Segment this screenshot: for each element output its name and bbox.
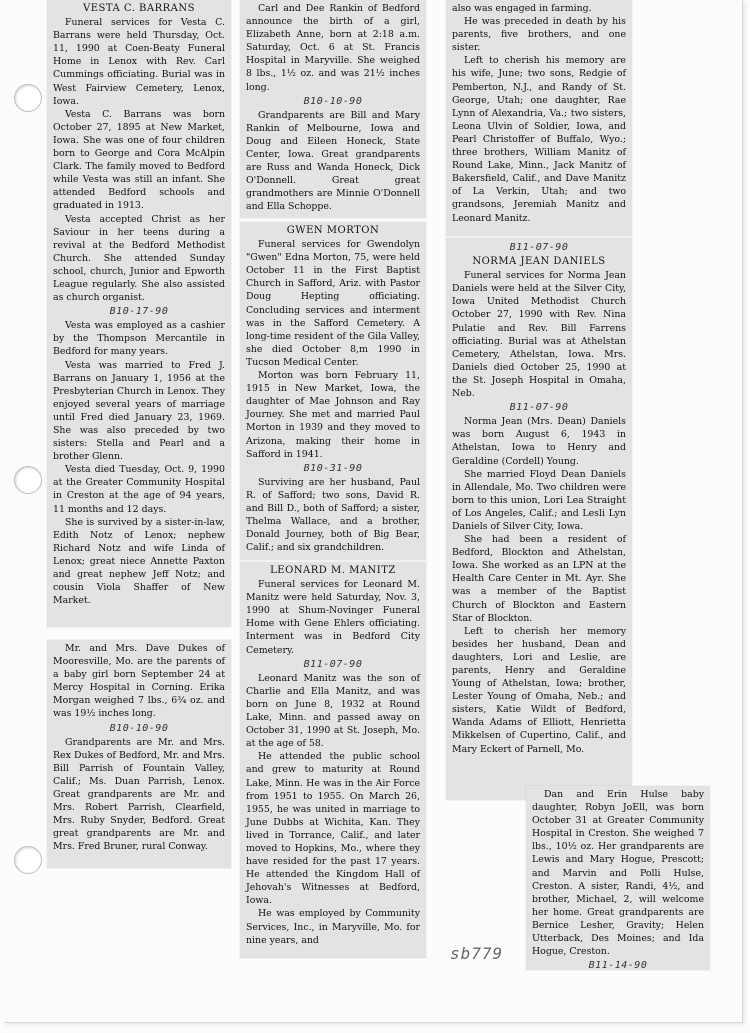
heading-daniels: NORMA JEAN DANIELS: [472, 256, 606, 268]
handwritten-date: B10-17-90: [109, 306, 169, 318]
paragraph: Funeral services for Gwendolyn "Gwen" Edna Morton, 75, were held October 11 in the First Baptist Church in Safford, Ariz. with Pastor Doug Hepting officiating. Concluding services and interment was in the Safford Cemetery. A long-time resident of the Gila Valley, she died October 8,m 1990 in Tucson Medical Center.: [246, 239, 420, 368]
paragraph: Grandparents are Mr. and Mrs. Rex Dukes of Bedford, Mr. and Mrs. Bill Parrish of Fountain Valley, Calif.; Ms. Duan Parrish, Lenox. Great grandparents are Mr. and Mrs. Robert Parrish, Clearfield, Mrs. Ruby Snyder, Bedford. Great great grandparents are Mr. and Mrs. Fred Bruner, rural Conway.: [53, 736, 225, 853]
handwritten-date: B10-10-90: [303, 95, 363, 107]
paragraph: Funeral services for Leonard M. Manitz were held Saturday, Nov. 3, 1990 at Shum-Novinger Funeral Home with Gene Ehlers officiating. Interment was in Bedford City Cemetery.: [246, 579, 420, 656]
obituary-barrans: [47, 0, 231, 627]
paragraph: Dan and Erin Hulse baby daughter, Robyn JoEll, was born October 31 at Greater Community Hospital in Creston. She weighed 7 lbs., 10½ oz. Her grandparents are Lewis and Mary Hogue, Prescott; and Marvin and Polli Hulse, Creston. A sister, Randi, 4½, and brother, Michael, 2, will welcome her home. Great grandparents are Bernice Lesher, Gravity; Helen Utterback, Des Moines; and Ida Hogue, Creston.: [532, 789, 704, 958]
obituary-morton: [240, 222, 426, 560]
obituary-manitz-continued: [446, 0, 632, 236]
paragraph: She is survived by a sister-in-law, Edith Notz of Lenox; nephew Richard Notz and wife Linda of Lenox; great niece Annette Paxton and great nephew Jeff Notz; and cousin Viola Shaffer of New Market.: [53, 516, 225, 607]
paragraph: Grandparents are Bill and Mary Rankin of Melbourne, Iowa and Doug and Eileen Honeck, State Center, Iowa. Great grandparents are Russ and Wanda Honeck, Dick O'Donnell. Great great grandmothers are Minnie O'Donnell and Ella Schoppe.: [246, 109, 420, 213]
page-notation: sb779: [450, 944, 504, 963]
paragraph: Vesta died Tuesday, Oct. 9, 1990 at the Greater Community Hospital in Creston at the age of 94 years, 11 months and 12 days.: [53, 464, 225, 515]
paragraph: Vesta was married to Fred J. Barrans on January 1, 1956 at the Presbyterian Church in Lenox. They enjoyed several years of marriage until Fred died January 23, 1969. She was also preceded by two sisters: Stella and Pearl and a brother Glenn.: [53, 359, 225, 463]
heading-barrans: VESTA C. BARRANS: [83, 3, 195, 14]
punch-hole-top: [14, 84, 42, 112]
birth-announcement-dukes: [47, 640, 231, 868]
paragraph: Vesta accepted Christ as her Saviour in her teens during a revival at the Bedford Methodist Church. She attended Sunday school, church, Junior and Epworth League regularly. She also assisted as church organist.: [53, 213, 225, 304]
paragraph: He was employed by Community Services, Inc., in Maryville, Mo. for nine years, and: [246, 908, 420, 946]
paragraph: He was preceded in death by his parents, five brothers, and one sister.: [452, 16, 626, 54]
paragraph: Vesta C. Barrans was born October 27, 1895 at New Market, Iowa. She was one of four children born to George and Cora McAlpin Clark. The family moved to Bedford while Vesta was still an infant. She attended Bedford schools and graduated in 1913.: [53, 108, 225, 212]
heading-morton: GWEN MORTON: [286, 225, 380, 236]
paragraph: Vesta was employed as a cashier by the Thompson Mercantile in Bedford for many years.: [53, 320, 225, 358]
paragraph: She had been a resident of Bedford, Blockton and Athelstan, Iowa. She worked as an LPN at the Health Care Center in Mt. Ayr. She was a member of the Baptist Church of Blockton and Eastern Star of Blockton.: [452, 534, 626, 624]
paragraph: Funeral services for Norma Jean Daniels were held at the Silver City, Iowa United Methodist Church October 27, 1990 with Rev. Nina Pulatie and Rev. Bill Farrens officiating. Burial was at Athelstan Cemetery, Athelstan, Iowa. Mrs. Daniels died October 25, 1990 at the St. Joseph Hospital in Omaha, Neb.: [452, 270, 626, 400]
paragraph: also was engaged in farming.: [452, 3, 592, 14]
handwritten-date: B10-10-90: [109, 722, 169, 734]
paragraph: Leonard Manitz was the son of Charlie and Ella Manitz, and was born on June 8, 1932 at Round Lake, Minn. and passed away on October 31, 1990 at St. Joseph, Mo. at the age of 58.: [246, 672, 420, 750]
handwritten-date: B11-07-90: [509, 402, 569, 414]
punch-hole-bottom: [14, 846, 42, 874]
paragraph: Left to cherish her memory besides her husband, Dean and daughters, Lori and Leslie, are parents, Henry and Geraldine Young of Athelstan, Iowa; brother, Lester Young of Omaha, Neb.; and sisters, Katie Wildt of Bedford, Wanda Adams of Elliott, Henrietta Mikkelsen of Cupertino, Calif., and Mary Eckert of Parnell, Mo.: [452, 625, 626, 755]
heading-manitz: LEONARD M. MANITZ: [270, 565, 396, 576]
paragraph: Morton was born February 11, 1915 in New Market, Iowa, the daughter of Mae Johnson and Ray Journey. She met and married Paul Morton in 1939 and they moved to Arizona, making their home in Safford in 1941.: [246, 370, 420, 460]
handwritten-date: B10-31-90: [303, 462, 363, 474]
birth-announcement-hulse: [526, 786, 710, 970]
handwritten-date: B11-14-90: [588, 960, 648, 970]
paragraph: She married Floyd Dean Daniels in Allendale, Mo. Two children were born to this union, Lori Lea Straight of Los Angeles, Calif.; and Lesli Lyn Daniels of Silver City, Iowa.: [452, 468, 626, 532]
handwritten-date: B11-07-90: [303, 658, 363, 670]
birth-announcement-rankin: [240, 0, 426, 218]
paragraph: Left to cherish his memory are his wife, June; two sons, Redgie of Pemberton, N.J., and Randy of St. George, Utah; one daughter, Rae Lynn of Alexandria, Va.; two sisters, Leona Ulvin of Soldier, Iowa, and Pearl Christoffer of Buffalo, Wyo.; three brothers, William Manitz of Round Lake, Minn., Jack Manitz of Bakersfield, Calif., and Dave Manitz of La Verkin, Utah; and two grandsons, Jeremiah Manitz and Leonard Manitz.: [452, 55, 626, 224]
handwritten-date-top: B11-07-90: [509, 242, 569, 253]
punch-hole-middle: [14, 466, 42, 494]
obituary-manitz: [240, 562, 426, 958]
paragraph: He attended the public school and grew to maturity at Round Lake, Minn. He was in the Air Force from 1951 to 1955. On March 26, 1955, he was united in marriage to June Dubbs at Wichita, Kan. They lived in Torrance, Calif., and later moved to Hopkins, Mo., where they have resided for the past 17 years. He attended the Kingdom Hall of Jehovah's Witnesses at Bedford, Iowa.: [246, 751, 420, 907]
paragraph: Funeral services for Vesta C. Barrans were held Thursday, Oct. 11, 1990 at Coen-Beaty Funeral Home in Lenox with Rev. Carl Cummings officiating. Burial was in West Fairview Cemetery, Lenox, Iowa.: [53, 17, 225, 107]
obituary-daniels: [446, 238, 632, 800]
paragraph: Mr. and Mrs. Dave Dukes of Mooresville, Mo. are the parents of a baby girl born September 24 at Mercy Hospital in Corning. Erika Morgan weighed 7 lbs., 6¾ oz. and was 19½ inches long.: [53, 643, 225, 720]
paragraph: Surviving are her husband, Paul R. of Safford; two sons, David R. and Bill D., both of Safford; a sister, Thelma Wallace, and a brother, Donald Journey, both of Big Bear, Calif.; and six grandchildren.: [246, 476, 420, 554]
paragraph: Norma Jean (Mrs. Dean) Daniels was born August 6, 1943 in Athelstan, Iowa to Henry and Geraldine (Cordell) Young.: [452, 416, 626, 467]
paragraph: Carl and Dee Rankin of Bedford announce the birth of a girl, Elizabeth Anne, born at 2:18 a.m. Saturday, Oct. 6 at St. Francis Hospital in Maryville. She weighed 8 lbs., 1½ oz. and was 21½ inches long.: [246, 3, 420, 93]
